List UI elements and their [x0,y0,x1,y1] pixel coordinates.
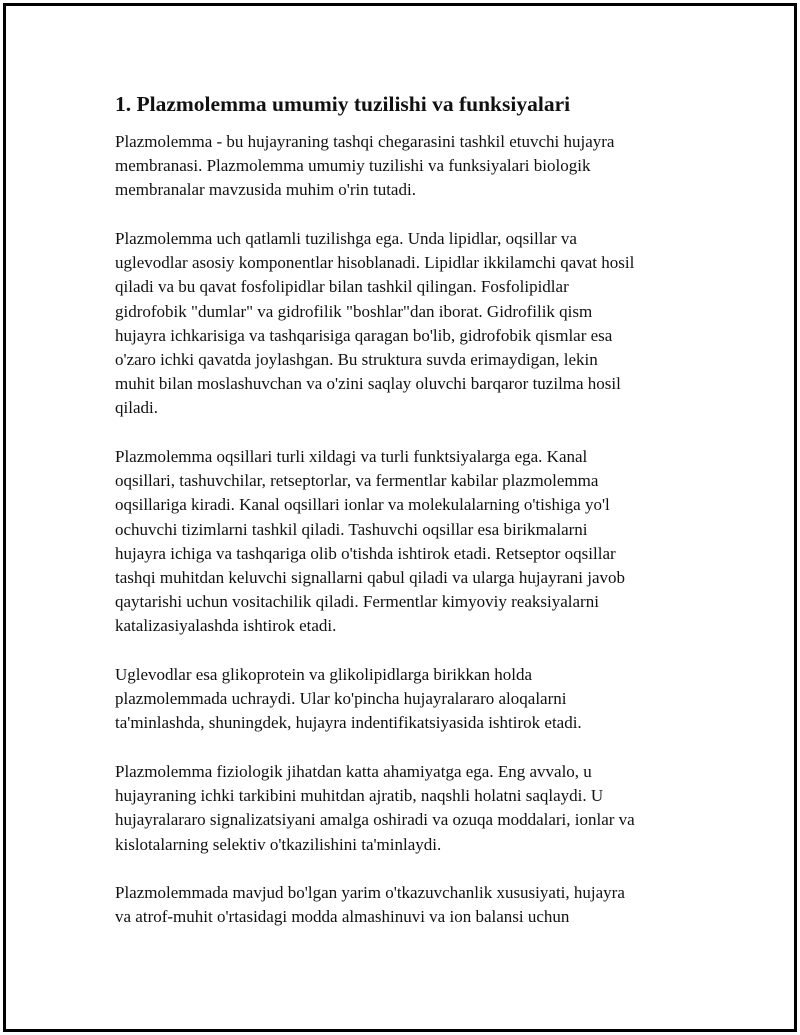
text-line: va atrof-muhit o'rtasidagi modda almashinuvi va ion balansi uchun [115,907,570,927]
text-line: oqsillari, tashuvchilar, retseptorlar, va fermentlar kabilar plazmolemma [115,471,599,491]
text-line: Plazmolemma fiziologik jihatdan katta ahamiyatga ega. Eng avvalo, u [115,762,592,782]
text-line: kislotalarning selektiv o'tkazilishini ta'minlaydi. [115,834,442,854]
text-line: qiladi. [115,398,158,418]
text-line: membranalar mavzusida muhim o'rin tutadi. [115,180,416,200]
paragraph [115,130,685,203]
text-line: Plazmolemma oqsillari turli xildagi va turli funktsiyalarga ega. Kanal [115,447,588,467]
text-line: qiladi va bu qavat fosfolipidlar bilan tashkil qilingan. Fosfolipidlar [115,277,569,297]
paragraph [115,663,685,736]
document-body [115,90,685,954]
text-line: Plazmolemma uch qatlamli tuzilishga ega. Unda lipidlar, oqsillar va [115,229,577,248]
text-line: hujayralararo signalizatsiyani amalga oshiradi va ozuqa moddalari, ionlar va [115,810,635,830]
paragraph [115,881,685,929]
text-line: ochuvchi tizimlarni tashkil qiladi. Tashuvchi oqsillar esa birikmalarni [115,519,588,539]
text-line: hujayra ichkarisiga va tashqarisiga qaragan bo'lib, gidrofobik qismlar esa [115,325,613,345]
text-line: uglevodlar asosiy komponentlar hisoblanadi. Lipidlar ikkilamchi qavat hosil [115,253,635,273]
text-line: qaytarishi uchun vositachilik qiladi. Fermentlar kimyoviy reaksiyalarni [115,592,599,612]
text-line: muhit bilan moslashuvchan va o'zini saqlay oluvchi barqaror tuzilma hosil [115,374,621,394]
paragraph-list [115,130,685,930]
text-line: katalizasiyalashda ishtirok etadi. [115,616,337,636]
text-line: Uglevodlar esa glikoprotein va glikolipidlarga birikkan holda [115,665,533,685]
text-line: o'zaro ichki qavatda joylashgan. Bu struktura suvda erimaydigan, lekin [115,350,598,370]
text-line: hujayra ichiga va tashqariga olib o'tishda ishtirok etadi. Retseptor oqsillar [115,543,616,563]
text-line: membranasi. Plazmolemma umumiy tuzilishi va funksiyalari biologik [115,156,591,176]
paragraph [115,760,685,857]
text-line: gidrofobik "dumlar" va gidrofilik "boshlar"dan iborat. Gidrofilik qism [115,301,593,321]
text-line: tashqi muhitdan keluvchi signallarni qabul qiladi va ularga hujayrani javob [115,568,626,588]
text-line: hujayraning ichki tarkibini muhitdan ajratib, naqshli holatni saqlaydi. U [115,786,604,806]
text-line: Plazmolemma - bu hujayraning tashqi chegarasini tashkil etuvchi hujayra [115,132,615,151]
paragraph [115,445,685,639]
text-line: Plazmolemmada mavjud bo'lgan yarim o'tkazuvchanlik xususiyati, hujayra [115,883,625,903]
text-line: plazmolemmada uchraydi. Ular ko'pincha hujayralararo aloqalarni [115,689,567,709]
paragraph [115,227,685,421]
section-heading: 1. Plazmolemma umumiy tuzilishi va funksiyalari [115,92,571,116]
text-line: oqsillariga kiradi. Kanal oqsillari ionlar va molekulalarning o'tishiga yo'l [115,495,610,515]
text-line: ta'minlashda, shuningdek, hujayra indentifikatsiyasida ishtirok etadi. [115,713,582,733]
